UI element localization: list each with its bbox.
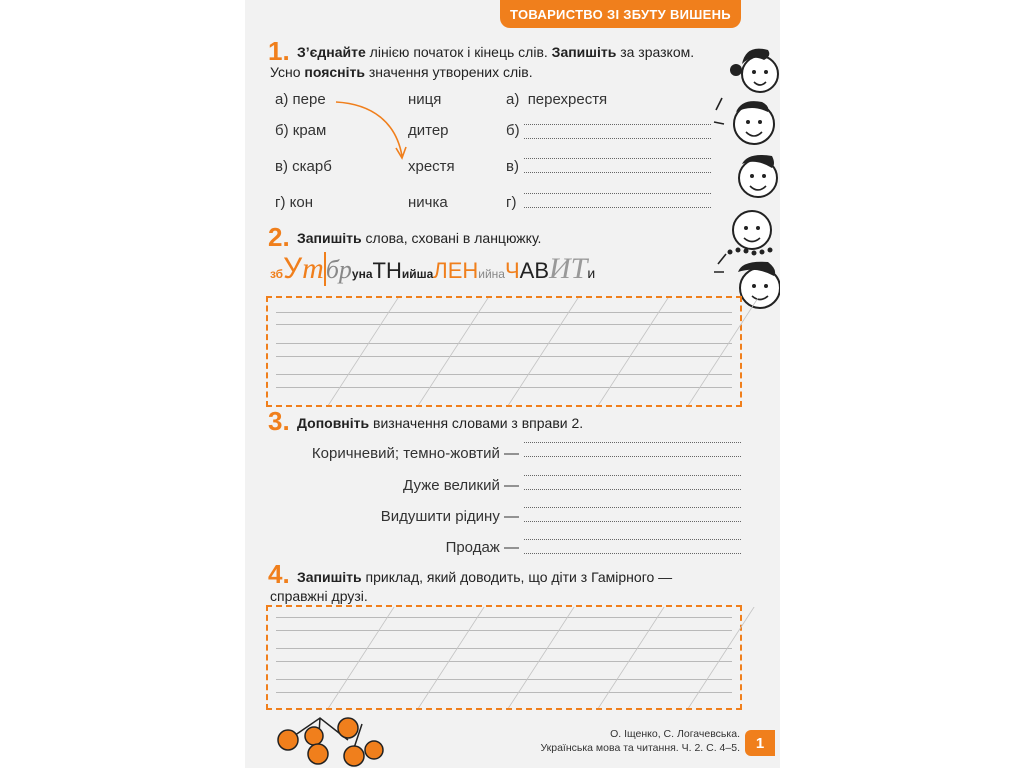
task1-row-d-start: г) кон: [275, 194, 313, 211]
definition-1-line-2[interactable]: [524, 456, 741, 457]
task2-instruction: Запишіть слова, сховані в ланцюжку.: [297, 230, 542, 246]
definition-2-line-1[interactable]: [524, 475, 741, 476]
task1-verb-write: Запишіть: [551, 44, 617, 60]
chain-part: ТН: [372, 258, 402, 283]
definition-3-line-2[interactable]: [524, 521, 741, 522]
task3-number: 3.: [268, 406, 290, 436]
task1-answer-a: а) перехрестя: [506, 91, 608, 108]
sample-connection-arrow: [330, 96, 410, 168]
section-header: [500, 0, 741, 28]
chain-part: т: [302, 252, 324, 285]
task1-row-d-end: ничка: [408, 194, 448, 211]
task4-number: 4.: [268, 559, 290, 589]
definition-4-line-2[interactable]: [524, 553, 741, 554]
cherries-decoration: [270, 714, 390, 768]
ruled-line: [276, 648, 732, 649]
chain-part: ийша: [401, 267, 434, 281]
footer-authors: О. Іщенко, С. Логачевська.: [610, 728, 740, 740]
section-title: ТОВАРИСТВО ЗІ ЗБУТУ ВИШЕНЬ: [510, 6, 731, 22]
task2-verb-write: Запишіть: [297, 230, 362, 246]
chain-part: бр: [325, 255, 352, 284]
task1-answer-c-line-2[interactable]: [524, 172, 711, 173]
task1-answer-b-label: б): [506, 122, 520, 139]
task1-row-b-start: б) крам: [275, 122, 327, 139]
task1-number: 1.: [268, 36, 290, 66]
chain-part: зб: [270, 267, 284, 281]
ruled-line: [276, 343, 732, 344]
definition-2: Дуже великий —: [403, 477, 519, 494]
slant-line: [328, 298, 398, 405]
letter-chain: [270, 252, 595, 288]
ruled-line: [276, 661, 732, 662]
slant-line: [508, 298, 578, 405]
task3-instruction: Доповніть визначення словами з вправи 2.: [297, 415, 584, 431]
task4-instruction-line2: справжні друзі.: [270, 588, 368, 604]
page-number: 1: [745, 730, 775, 756]
task1-instruction-line1: З’єднайте лінією початок і кінець слів. Запишіть за зразком.: [297, 44, 695, 60]
task1-answer-c-line-1[interactable]: [524, 158, 711, 159]
definition-1: Коричневий; темно-жовтий —: [311, 445, 519, 462]
children-illustration: [712, 40, 780, 312]
definition-4-line-1[interactable]: [524, 539, 741, 540]
task1-answer-b-line-2[interactable]: [524, 138, 711, 139]
chain-part: Ч: [504, 258, 520, 283]
task1-answer-d-label: г): [506, 194, 517, 211]
ruled-line: [276, 617, 732, 618]
task1-verb-explain: поясніть: [304, 64, 365, 80]
task4-writing-area[interactable]: [266, 605, 742, 710]
chain-part: ИТ: [549, 252, 588, 285]
task1-answer-d-line-2[interactable]: [524, 207, 711, 208]
definition-2-line-2[interactable]: [524, 489, 741, 490]
footer-book: Українська мова та читання. Ч. 2. С. 4–5.: [540, 742, 740, 754]
ruled-line: [276, 679, 732, 680]
ruled-line: [276, 356, 732, 357]
chain-part: и: [587, 265, 596, 281]
task1-row-a-start: а) пере: [275, 91, 326, 108]
task1-row-a-end: ниця: [408, 91, 442, 108]
definition-3: Видушити рідину —: [380, 508, 519, 525]
definition-1-line-1[interactable]: [524, 442, 741, 443]
task1-verb-connect: З’єднайте: [297, 44, 366, 60]
task1-answer-c-label: в): [506, 158, 519, 175]
task1-answer-d-line-1[interactable]: [524, 193, 711, 194]
chain-part: ийна: [478, 267, 505, 281]
ruled-line: [276, 692, 732, 693]
definition-4: Продаж —: [445, 539, 519, 556]
task1-row-c-end: хрестя: [408, 158, 455, 175]
task1-row-b-end: дитер: [408, 122, 449, 139]
chain-part: ЛЕН: [433, 258, 479, 283]
task4-verb-write: Запишіть: [297, 569, 362, 585]
chain-part: У: [283, 252, 303, 285]
chain-part: уна: [351, 267, 373, 281]
task1-instruction-line2: Усно поясніть значення утворених слів.: [270, 64, 533, 80]
task1-answer-b-line-1[interactable]: [524, 124, 711, 125]
chain-part: АВ: [519, 258, 550, 283]
task1-row-c-start: в) скарб: [275, 158, 332, 175]
ruled-line: [276, 630, 732, 631]
ruled-line: [276, 312, 732, 313]
task4-instruction-line1: Запишіть приклад, який доводить, що діти з Гамірного —: [297, 569, 673, 585]
slant-line: [418, 298, 488, 405]
slant-line: [598, 298, 668, 405]
ruled-line: [276, 324, 732, 325]
definition-3-line-1[interactable]: [524, 507, 741, 508]
task2-writing-area[interactable]: [266, 296, 742, 407]
task3-verb-complete: Доповніть: [297, 415, 370, 431]
ruled-line: [276, 387, 732, 388]
task2-number: 2.: [268, 222, 290, 252]
ruled-line: [276, 374, 732, 375]
